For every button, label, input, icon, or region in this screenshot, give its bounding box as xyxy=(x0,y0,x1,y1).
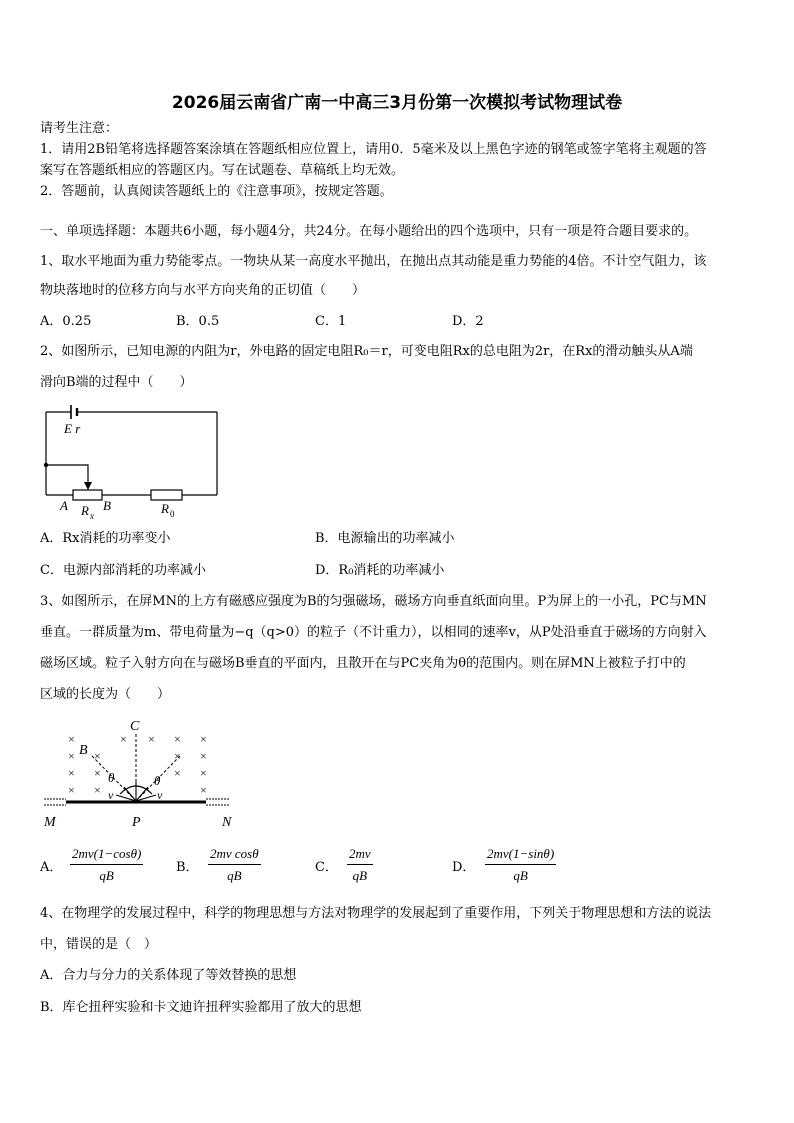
q3-option-b-letter: B． xyxy=(176,860,199,875)
field-cross-12: × xyxy=(200,766,207,780)
field-cross-14: × xyxy=(94,783,101,797)
field-cross-2: × xyxy=(148,732,155,746)
q3-option-c-denominator: qB xyxy=(352,868,368,883)
q3-option-d-letter: D． xyxy=(452,860,476,875)
q3-option-b-denominator: qB xyxy=(227,868,242,883)
rx-subscript: x xyxy=(90,511,94,521)
point-m-label: M xyxy=(44,815,56,830)
notice-heading: 请考生注意： xyxy=(40,121,119,136)
q2-option-b: B．电源输出的功率减小 xyxy=(315,531,455,546)
q2-option-a: A．Rx消耗的功率变小 xyxy=(40,531,171,546)
notice-item-2: 2．答题前，认真阅读答题纸上的《注意事项》，按规定答题。 xyxy=(40,184,393,199)
field-cross-9: × xyxy=(68,766,75,780)
q1-stem-line-2: 物块落地时的位移方向与水平方向夹角的正切值（ ） xyxy=(40,283,366,298)
q4-stem-line-2: 中，错误的是（ ） xyxy=(40,937,158,952)
r0-label: R xyxy=(161,501,169,516)
q3-option-d-numerator: 2mv(1−sinθ) xyxy=(485,846,556,865)
q4-stem-line-1: 4、在物理学的发展过程中，科学的物理思想与方法对物理学的发展起到了重要作用，下列关于物理思想和方法的说法 xyxy=(40,906,712,921)
field-cross-5: × xyxy=(68,749,75,763)
theta-left-label: θ xyxy=(108,770,115,785)
q3-option-a-formula xyxy=(70,846,143,884)
section-heading: 一、单项选择题：本题共6小题，每小题4分，共24分。在每小题给出的四个选项中，只有一项是符合题目要求的。 xyxy=(40,224,698,239)
magnetic-field-diagram xyxy=(36,712,246,837)
theta-right-label: θ xyxy=(154,773,161,788)
point-c-label: C xyxy=(130,719,140,734)
field-cross-8: × xyxy=(200,749,207,763)
field-cross-1: × xyxy=(120,732,127,746)
q3-option-a-letter: A． xyxy=(40,860,63,875)
velocity-right-label: v xyxy=(157,788,163,802)
terminal-a-label: A xyxy=(60,498,68,513)
q3-stem-line-4: 区域的长度为（ ） xyxy=(40,687,171,702)
q2-stem-line-2: 滑向B端的过程中（ ） xyxy=(40,375,193,390)
q3-option-a-denominator: qB xyxy=(99,868,114,883)
field-cross-10: × xyxy=(94,766,101,780)
field-cross-0: × xyxy=(68,732,75,746)
field-cross-6: × xyxy=(94,749,101,763)
rx-label: R xyxy=(81,503,89,518)
q3-option-c-numerator: 2mv xyxy=(347,846,373,865)
q3-option-c-letter: C． xyxy=(315,860,338,875)
q3-stem-line-3: 磁场区域。粒子入射方向在与磁场B垂直的平面内，且散开在与PC夹角为θ的范围内。则在屏MN上被粒子打中的 xyxy=(40,656,686,671)
q3-option-b-formula xyxy=(208,846,261,884)
point-p-label: P xyxy=(132,815,141,830)
field-cross-7: × xyxy=(174,749,181,763)
field-cross-3: × xyxy=(174,732,181,746)
q3-option-c-formula xyxy=(347,846,373,884)
point-n-label: N xyxy=(222,815,232,830)
q2-option-c: C．电源内部消耗的功率减小 xyxy=(40,563,206,578)
velocity-left-label: v xyxy=(108,788,114,802)
q3-option-d-formula xyxy=(485,846,556,884)
field-cross-13: × xyxy=(68,783,75,797)
q3-stem-line-1: 3、如图所示，在屏MN的上方有磁感应强度为B的匀强磁场，磁场方向垂直纸面向里。P为屏上的一小孔，PC与MN xyxy=(40,594,707,609)
q3-option-d-denominator: qB xyxy=(513,868,528,883)
q1-option-a: A．0.25 xyxy=(40,314,92,329)
q3-option-b-numerator: 2mv cosθ xyxy=(208,846,261,865)
field-cross-15: × xyxy=(200,783,207,797)
q4-option-b: B．库仑扭秤实验和卡文迪许扭秤实验都用了放大的思想 xyxy=(40,1000,362,1015)
q3-option-a-numerator: 2mv(1−cosθ) xyxy=(70,846,143,865)
notice-item-1-line-1: 1．请用2B铅笔将选择题答案涂填在答题纸相应位置上，请用0．5毫米及以上黑色字迹的钢笔或签字笔将主观题的答 xyxy=(40,142,707,157)
field-cross-4: × xyxy=(200,732,207,746)
q1-option-c: C．1 xyxy=(315,314,347,329)
q3-stem-line-2: 垂直。一群质量为m、带电荷量为−q（q>0）的粒子（不计重力），以相同的速率v，从P处沿垂直于磁场的方向射入 xyxy=(40,625,707,640)
q1-stem-line-1: 1、取水平地面为重力势能零点。一物块从某一高度水平抛出，在抛出点其动能是重力势能的4倍。不计空气阻力，该 xyxy=(40,254,707,269)
notice-item-1-line-2: 案写在答题纸相应的答题区内。写在试题卷、草稿纸上均无效。 xyxy=(40,163,405,178)
page-title: 2026届云南省广南一中高三3月份第一次模拟考试物理试卷 xyxy=(171,93,623,113)
source-label: E r xyxy=(64,421,81,436)
q2-stem-line-1: 2、如图所示，已知电源的内阻为r，外电路的固定电阻R₀＝r，可变电阻Rx的总电阻为2r，在Rx的滑动触头从A端 xyxy=(40,344,693,359)
circuit-diagram xyxy=(36,400,226,525)
terminal-b-label: B xyxy=(103,498,111,513)
q1-option-b: B．0.5 xyxy=(176,314,220,329)
q1-option-d: D．2 xyxy=(452,314,484,329)
field-b-label: B xyxy=(79,743,88,758)
q4-option-a: A．合力与分力的关系体现了等效替换的思想 xyxy=(40,968,297,983)
field-cross-11: × xyxy=(174,766,181,780)
q2-option-d: D．R₀消耗的功率减小 xyxy=(315,563,445,578)
r0-subscript: 0 xyxy=(170,509,175,519)
